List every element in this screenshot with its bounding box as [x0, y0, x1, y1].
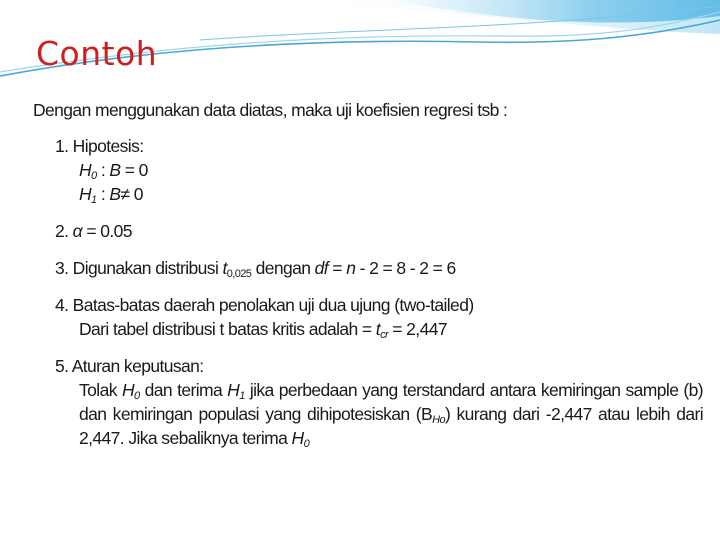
step-alpha: 2. α = 0.05 [55, 221, 132, 241]
decision-rule-text: Tolak $H_0$ dan terima $H_1$ jika perbedaan yang terstandard antara kemiringan sample (b) dan kemiringan populasi yang dihipotesiskan $(B_{Ho})$ kurang dari -2,447 atau lebih dari 2,447. Jika sebaliknya terima $H_0$ [79, 380, 703, 450]
step-decision-rule [55, 354, 703, 450]
step-heading: 1. Hipotesis: [55, 136, 144, 156]
step-rejection-region [55, 293, 703, 341]
step-heading: 5. Aturan keputusan: [55, 356, 204, 376]
intro-text: Dengan menggunakan data diatas, maka uji koefisien regresi tsb : [33, 100, 508, 120]
slide-body [33, 98, 703, 463]
null-hypothesis: $H_0$ : B = 0 [79, 160, 148, 182]
step-hypothesis [55, 134, 703, 206]
alternative-hypothesis: $H_1$ : B≠ 0 [79, 184, 143, 206]
step-distribution: 3. Digunakan distribusi $t_{0,025}$ dengan df = n - 2 = 8 - 2 = 6 [55, 258, 456, 280]
step-heading: 4. Batas-batas daerah penolakan uji dua ujung (two-tailed) [55, 295, 474, 315]
critical-value-line: Dari tabel distribusi t batas kritis adalah = $t_{cr} = 2,447$ [79, 319, 447, 341]
slide-title: Contoh [36, 34, 158, 73]
